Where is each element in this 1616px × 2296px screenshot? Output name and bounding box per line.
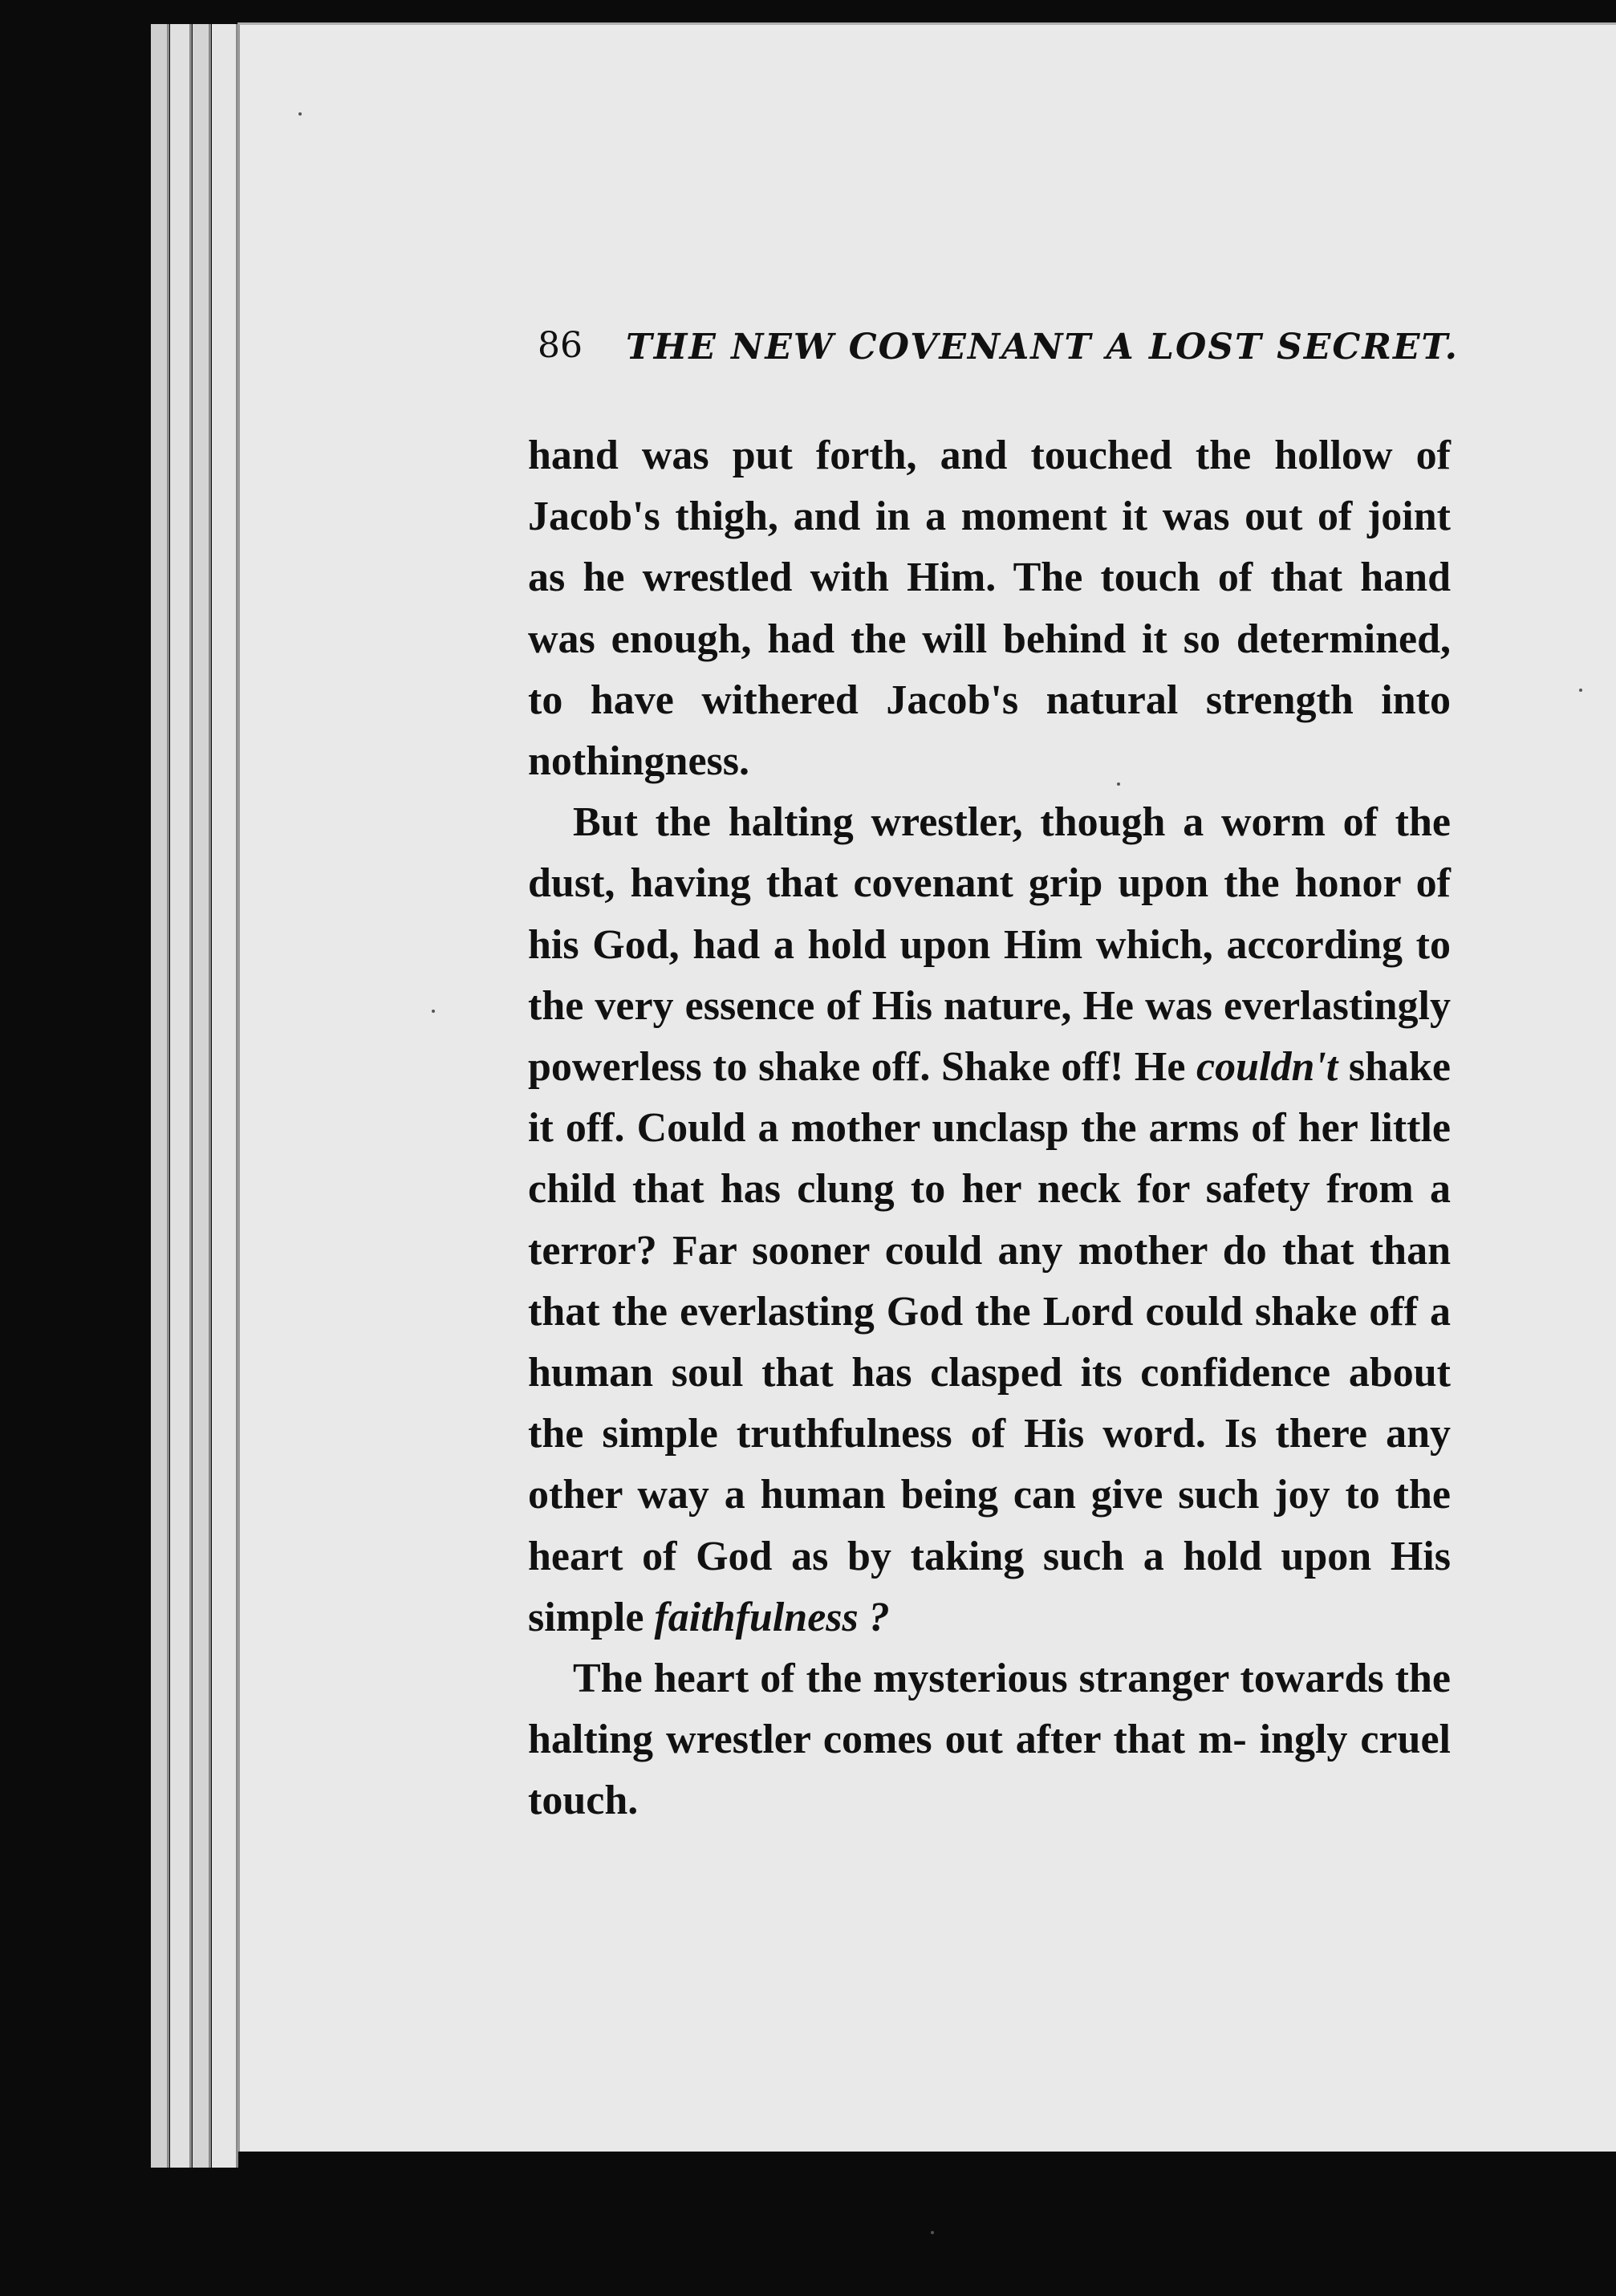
paragraph-1	[528, 425, 1451, 792]
scan-speck	[298, 112, 302, 116]
scan-speck	[1579, 689, 1582, 692]
page-edge	[170, 24, 192, 2168]
running-title: THE NEW COVENANT A LOST SECRET.	[626, 327, 1459, 368]
text-run: ingly cruel touch.	[528, 1717, 1452, 1824]
text-run: shake it off. Could a mother unclasp the arms of her little child that has clung to her neck for safety from a terror? Far sooner could any mother do that than that the everlasting God the Lord could shake off a human soul that has clasped its confidence about the simple truthfulness of His word. Is there any other way a human being can give such joy to the heart of God as by taking such a hold upon His simple	[528, 1044, 1452, 1640]
page-edge	[151, 24, 169, 2168]
italic-text-run: faithfulness ?	[654, 1594, 890, 1640]
page-edge	[212, 24, 238, 2168]
text-run: The heart of the mysterious stranger towards the halting wrestler comes out after that	[528, 1656, 1451, 1763]
text-run: hand was put forth, and touched the hollow of Jacob's thigh, and in a moment it was out of joint as he wrestled with Him. The touch of that hand was enough, had the will behind it so determined, to have withered Jacob's natural strength into nothingness.	[528, 433, 1451, 785]
page-number: 86	[538, 325, 583, 366]
scan-speck	[931, 2231, 934, 2234]
text-run: m-	[1198, 1717, 1247, 1763]
text-run: But the halting wrestler, though a worm of the dust, having that covenant grip upon the honor of his God, had a hold upon Him which, according to the very essence of His nature, He was everlastingly powerless to shake off. Shake off! He	[528, 799, 1451, 1091]
page-edge	[193, 24, 211, 2168]
paragraph-3	[528, 1648, 1451, 1832]
italic-text-run: couldn't	[1196, 1044, 1338, 1091]
scan-speck	[432, 1010, 435, 1013]
body-text	[528, 425, 1451, 1832]
paragraph-2	[528, 792, 1451, 1648]
page-header	[538, 325, 1459, 389]
